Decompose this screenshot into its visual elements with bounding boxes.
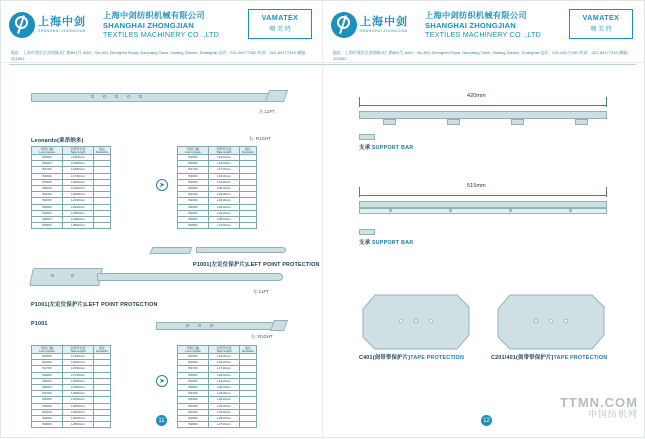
cell-loom-space: B1500 <box>178 155 209 161</box>
cell-loom-space: B1900 <box>178 378 209 384</box>
col-loom-space: 织机门幅 Loom space <box>178 346 209 354</box>
cell-loom-space: B2000 <box>32 185 63 191</box>
cell-loom-space: B1700 <box>178 366 209 372</box>
cell-loom-space: B2600 <box>178 216 209 222</box>
table-header-row <box>178 147 257 155</box>
cell-loom-space: B2600 <box>178 415 209 421</box>
flow-arrow-bottom-icon: ➤ <box>156 375 168 387</box>
logo-mark-icon <box>331 12 357 38</box>
spec-table-bottom-left <box>31 345 111 428</box>
company-name-en-1: SHANGHAI ZHONGJIAN <box>103 20 194 30</box>
brand-box-left <box>248 9 312 39</box>
company-name-cn: 上海中剑纺织机械有限公司 <box>425 10 527 20</box>
cell-remarks <box>94 422 111 428</box>
tape-protection-c201-401-shape <box>496 293 606 351</box>
cell-tape-length: L2090mm <box>63 192 94 198</box>
watermark <box>560 396 638 419</box>
support-bar-2-swatch <box>359 229 375 235</box>
cell-loom-space: B1700 <box>32 167 63 173</box>
table-header-row <box>178 346 257 354</box>
table-row <box>178 422 257 428</box>
cell-tape-length: L2290mm <box>63 204 94 210</box>
company-name-en-2: TEXTILES MACHINERY CO .,LTD <box>103 30 220 40</box>
cell-tape-length: L1990mm <box>63 384 94 390</box>
tape-protection-c201-401 <box>496 293 606 351</box>
cell-loom-space: B2400 <box>32 210 63 216</box>
cell-loom-space: B2400 <box>32 409 63 415</box>
support-bar-1 <box>359 111 609 129</box>
cell-tape-length: L2710mm <box>209 223 240 229</box>
cell-loom-space: B2100 <box>32 391 63 397</box>
cell-tape-length: L2110mm <box>209 391 240 397</box>
cell-tape-length: L2410mm <box>209 409 240 415</box>
cell-remarks <box>94 223 111 229</box>
cell-tape-length: L1810mm <box>209 173 240 179</box>
cell-tape-length: L1890mm <box>63 179 94 185</box>
cell-remarks <box>240 422 257 428</box>
cell-tape-length: L1590mm <box>63 360 94 366</box>
cell-tape-length: L2490mm <box>63 415 94 421</box>
table-header-row <box>32 147 111 155</box>
part-tag-left-2: 左:L1FT <box>253 289 269 294</box>
address-right: 地址：上海市嘉定区南翔镇众仁路801号 ADD：No.801 Zhongren Road, Nanxiang Town, Jiading District, Shanghai 电话：021-69177300 传真：021-69177310 邮编：201802 <box>322 49 643 63</box>
cell-loom-space: B2100 <box>178 192 209 198</box>
flow-arrow-top-icon: ➤ <box>156 179 168 191</box>
cell-loom-space: B2000 <box>178 384 209 390</box>
company-name-en-1: SHANGHAI ZHONGJIAN <box>425 20 516 30</box>
tape-protection-c401 <box>361 293 471 351</box>
cell-tape-length: L1510mm <box>209 354 240 360</box>
cell-loom-space: B2200 <box>178 397 209 403</box>
cell-tape-length: L2490mm <box>63 216 94 222</box>
cell-tape-length: L1690mm <box>63 366 94 372</box>
cell-tape-length: L2590mm <box>63 422 94 428</box>
cell-tape-length: L1710mm <box>209 167 240 173</box>
cell-tape-length: L2390mm <box>63 210 94 216</box>
table-body-top-right <box>178 155 257 229</box>
col-loom-space: 织机门幅 Loom space <box>32 147 63 155</box>
part-tag-right-2: 右: R1GHT <box>251 334 273 339</box>
cell-loom-space: B1900 <box>178 179 209 185</box>
cell-tape-length: L2210mm <box>209 198 240 204</box>
cell-tape-length: L2090mm <box>63 391 94 397</box>
company-name-left <box>103 11 219 40</box>
cell-loom-space: B1900 <box>32 179 63 185</box>
logo-text-cn: 上海中剑 <box>38 15 86 28</box>
rapier-tape-bottom <box>156 319 286 333</box>
cell-tape-length: L1490mm <box>63 155 94 161</box>
caption-support-bar-2: 支承 SUPPORT BAR <box>359 240 414 246</box>
cell-loom-space: B1600 <box>178 360 209 366</box>
cell-tape-length: L2590mm <box>63 223 94 229</box>
logo-text-en: SHANGHAI ZHONGJIAN <box>360 28 408 33</box>
cell-loom-space: B2300 <box>32 403 63 409</box>
col-tape-length: 剑带带长度 Tape length <box>63 346 94 354</box>
cell-tape-length: L1690mm <box>63 167 94 173</box>
col-tape-length: 剑带带长度 Tape length <box>209 147 240 155</box>
caption-support-bar-1: 支承 SUPPORT BAR <box>359 145 414 151</box>
cell-loom-space: B2200 <box>32 397 63 403</box>
cell-loom-space: B1800 <box>178 173 209 179</box>
cell-tape-length: L1890mm <box>63 378 94 384</box>
rapier-tape-top <box>31 89 286 105</box>
company-name-en-2: TEXTILES MACHINERY CO .,LTD <box>425 30 542 40</box>
cell-tape-length: L2310mm <box>209 204 240 210</box>
cell-loom-space: B2200 <box>178 198 209 204</box>
cell-loom-space: B1800 <box>178 372 209 378</box>
company-logo-left <box>9 8 97 42</box>
cell-tape-length: L2510mm <box>209 216 240 222</box>
cell-tape-length: L1910mm <box>209 179 240 185</box>
table-row <box>32 223 111 229</box>
dimension-label-515: 515mm <box>467 183 486 189</box>
cell-loom-space: B2600 <box>32 216 63 222</box>
caption-p1001-c: P1001 <box>31 321 48 327</box>
cell-loom-space: B2400 <box>178 210 209 216</box>
cell-tape-length: L2110mm <box>209 192 240 198</box>
header-left <box>1 1 322 49</box>
cell-loom-space: B2800 <box>32 223 63 229</box>
cell-loom-space: B2800 <box>178 223 209 229</box>
cell-tape-length: L1990mm <box>63 185 94 191</box>
cell-tape-length: L1790mm <box>63 173 94 179</box>
cell-loom-space: B1500 <box>32 155 63 161</box>
logo-text-en: SHANGHAI ZHONGJIAN <box>38 28 86 33</box>
cell-tape-length: L2190mm <box>63 397 94 403</box>
support-bar-2 <box>359 201 609 219</box>
cell-loom-space: B2400 <box>178 409 209 415</box>
company-name-right <box>425 11 541 40</box>
tape-protection-c401-shape <box>361 293 471 351</box>
cell-loom-space: B1600 <box>178 161 209 167</box>
table-body-bottom-right <box>178 354 257 428</box>
cell-tape-length: L2010mm <box>209 185 240 191</box>
left-point-protection-plate <box>31 266 286 288</box>
spec-table-bottom-right <box>177 345 257 428</box>
col-loom-space: 织机门幅 Loom space <box>178 147 209 155</box>
watermark-line-1: TTMN.COM <box>559 394 638 410</box>
cell-loom-space: B2000 <box>32 384 63 390</box>
address-left: 地址：上海市嘉定区南翔镇众仁路801号 ADD：No.801 Zhongren Road, Nanxiang Town, Jiading District, Shanghai 电话：021-69177300 传真：021-69177310 邮编：201802 <box>1 49 322 63</box>
table-row <box>178 223 257 229</box>
watermark-line-2: 中国纺机网 <box>587 408 638 419</box>
col-tape-length: 剑带带长度 Tape length <box>209 346 240 354</box>
dimension-420 <box>359 93 607 107</box>
cell-tape-length: L2410mm <box>209 210 240 216</box>
cell-tape-length: L2310mm <box>209 403 240 409</box>
cell-tape-length: L1910mm <box>209 378 240 384</box>
cell-tape-length: L1790mm <box>63 372 94 378</box>
table-row <box>32 422 111 428</box>
caption-c401: C401(剑带带保护片)TAPE PROTECTION <box>359 355 465 361</box>
cell-loom-space: B1600 <box>32 161 63 167</box>
col-remarks: 备注 Remarks <box>240 346 257 354</box>
cell-loom-space: B2800 <box>32 422 63 428</box>
dimension-label-420: 420mm <box>467 93 486 99</box>
cell-tape-length: L2010mm <box>209 384 240 390</box>
col-remarks: 备注 Remarks <box>94 346 111 354</box>
brand-name-en: VAMATEX <box>261 15 299 22</box>
cell-loom-space: B1700 <box>178 167 209 173</box>
cell-loom-space: B2300 <box>178 403 209 409</box>
table-body-top-left <box>32 155 111 229</box>
cell-loom-space: B1800 <box>32 372 63 378</box>
cell-loom-space: B1700 <box>32 366 63 372</box>
page-center-divider <box>322 1 323 439</box>
cell-loom-space: B1800 <box>32 173 63 179</box>
cell-tape-length: L1590mm <box>63 161 94 167</box>
cell-loom-space: B1500 <box>32 354 63 360</box>
cell-loom-space: B2300 <box>178 204 209 210</box>
cell-tape-length: L1710mm <box>209 366 240 372</box>
cell-loom-space: B1600 <box>32 360 63 366</box>
table-header-row <box>32 346 111 354</box>
cell-tape-length: L2710mm <box>209 422 240 428</box>
header-right <box>322 1 643 49</box>
cell-tape-length: L1610mm <box>209 161 240 167</box>
page-number-left: 11 <box>156 415 167 426</box>
cell-loom-space: B2600 <box>32 415 63 421</box>
point-protection-part-1 <box>151 244 286 256</box>
cell-loom-space: B2800 <box>178 422 209 428</box>
cell-tape-length: L1510mm <box>209 155 240 161</box>
cell-loom-space: B2100 <box>32 192 63 198</box>
logo-mark-icon <box>9 12 35 38</box>
cell-tape-length: L2210mm <box>209 397 240 403</box>
brand-name-en: VAMATEX <box>582 15 620 22</box>
cell-tape-length: L1810mm <box>209 372 240 378</box>
brand-box-right <box>569 9 633 39</box>
brand-name-cn: 喂 美 特 <box>590 27 612 33</box>
col-loom-space: 织机门幅 Loom space <box>32 346 63 354</box>
cell-tape-length: L1490mm <box>63 354 94 360</box>
caption-p1001-b: P1001(左定位保护片)LEFT POINT PROTECTION <box>31 302 158 308</box>
caption-c201-401: C201/401(剑带带保护片)TAPE PROTECTION <box>491 355 608 361</box>
table-body-bottom-left <box>32 354 111 428</box>
company-logo-right <box>331 8 419 42</box>
cell-tape-length: L2290mm <box>63 403 94 409</box>
spec-table-top-right <box>177 146 257 229</box>
col-tape-length: 剑带带长度 Tape length <box>63 147 94 155</box>
cell-tape-length: L2390mm <box>63 409 94 415</box>
col-remarks: 备注 Remarks <box>94 147 111 155</box>
logo-text-cn: 上海中剑 <box>360 15 408 28</box>
part-tag-top-left: 左:L1FT <box>259 109 275 114</box>
cell-loom-space: B1500 <box>178 354 209 360</box>
part-tag-right-1: 右: R1GHT <box>249 136 271 141</box>
cell-remarks <box>240 223 257 229</box>
brand-name-cn: 喂 美 特 <box>269 27 291 33</box>
cell-loom-space: B2200 <box>32 198 63 204</box>
title-leonardo: Leonardo(莱昂纳多) <box>31 138 84 144</box>
support-bar-1-swatch <box>359 134 375 140</box>
page-number-right: 12 <box>481 415 492 426</box>
company-name-cn: 上海中剑纺织机械有限公司 <box>103 10 205 20</box>
cell-loom-space: B1900 <box>32 378 63 384</box>
col-remarks: 备注 Remarks <box>240 147 257 155</box>
cell-loom-space: B2000 <box>178 185 209 191</box>
dimension-515 <box>359 183 607 197</box>
cell-loom-space: B2100 <box>178 391 209 397</box>
caption-p1001-a: P1001(左定位保护片)LEFT POINT PROTECTION <box>193 262 320 268</box>
cell-tape-length: L2190mm <box>63 198 94 204</box>
spec-table-top-left <box>31 146 111 229</box>
cell-loom-space: B2300 <box>32 204 63 210</box>
cell-tape-length: L2510mm <box>209 415 240 421</box>
cell-tape-length: L1610mm <box>209 360 240 366</box>
